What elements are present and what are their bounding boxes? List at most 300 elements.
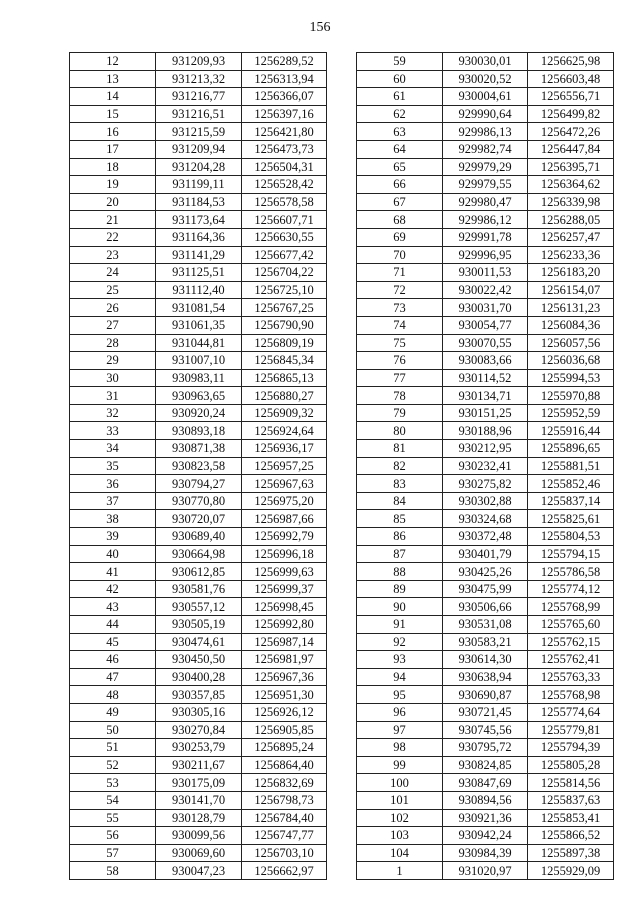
x-coordinate-cell: 931209,93 — [156, 53, 242, 71]
table-row — [357, 475, 614, 493]
point-number-cell: 98 — [357, 739, 443, 757]
table-row — [357, 510, 614, 528]
x-coordinate-cell: 930475,99 — [443, 580, 528, 598]
y-coordinate-cell: 1256625,98 — [528, 53, 614, 71]
point-number-cell: 32 — [70, 404, 156, 422]
x-coordinate-cell: 930921,36 — [443, 809, 528, 827]
y-coordinate-cell: 1255897,38 — [528, 844, 614, 862]
point-number-cell: 31 — [70, 387, 156, 405]
y-coordinate-cell: 1255804,53 — [528, 528, 614, 546]
x-coordinate-cell: 930893,18 — [156, 422, 242, 440]
table-row — [70, 844, 327, 862]
x-coordinate-cell: 930506,66 — [443, 598, 528, 616]
point-number-cell: 33 — [70, 422, 156, 440]
y-coordinate-cell: 1255763,33 — [528, 668, 614, 686]
point-number-cell: 48 — [70, 686, 156, 704]
point-number-cell: 93 — [357, 651, 443, 669]
y-coordinate-cell: 1256499,82 — [528, 105, 614, 123]
point-number-cell: 58 — [70, 862, 156, 880]
y-coordinate-cell: 1256747,77 — [242, 827, 327, 845]
x-coordinate-cell: 930134,71 — [443, 387, 528, 405]
x-coordinate-cell: 930114,52 — [443, 369, 528, 387]
point-number-cell: 101 — [357, 791, 443, 809]
table-row — [70, 791, 327, 809]
x-coordinate-cell: 929980,47 — [443, 193, 528, 211]
point-number-cell: 38 — [70, 510, 156, 528]
table-row — [357, 563, 614, 581]
table-row — [70, 334, 327, 352]
point-number-cell: 57 — [70, 844, 156, 862]
table-row — [357, 457, 614, 475]
x-coordinate-cell: 930425,26 — [443, 563, 528, 581]
table-row — [70, 545, 327, 563]
y-coordinate-cell: 1255916,44 — [528, 422, 614, 440]
table-row — [357, 387, 614, 405]
y-coordinate-cell: 1256603,48 — [528, 70, 614, 88]
point-number-cell: 103 — [357, 827, 443, 845]
x-coordinate-cell: 930212,95 — [443, 440, 528, 458]
x-coordinate-cell: 929986,12 — [443, 211, 528, 229]
y-coordinate-cell: 1256992,80 — [242, 616, 327, 634]
x-coordinate-cell: 930047,23 — [156, 862, 242, 880]
coordinates-table-right — [356, 52, 614, 880]
y-coordinate-cell: 1255774,64 — [528, 703, 614, 721]
y-coordinate-cell: 1255814,56 — [528, 774, 614, 792]
table-row — [70, 158, 327, 176]
point-number-cell: 25 — [70, 281, 156, 299]
point-number-cell: 34 — [70, 440, 156, 458]
table-row — [70, 492, 327, 510]
x-coordinate-cell: 930824,85 — [443, 756, 528, 774]
table-row — [357, 123, 614, 141]
y-coordinate-cell: 1256924,64 — [242, 422, 327, 440]
table-row — [357, 633, 614, 651]
table-row — [70, 827, 327, 845]
table-row — [357, 334, 614, 352]
x-coordinate-cell: 930188,96 — [443, 422, 528, 440]
table-row — [357, 228, 614, 246]
point-number-cell: 20 — [70, 193, 156, 211]
x-coordinate-cell: 931020,97 — [443, 862, 528, 880]
y-coordinate-cell: 1256790,90 — [242, 316, 327, 334]
y-coordinate-cell: 1256845,34 — [242, 352, 327, 370]
x-coordinate-cell: 930372,48 — [443, 528, 528, 546]
y-coordinate-cell: 1255786,58 — [528, 563, 614, 581]
y-coordinate-cell: 1255837,14 — [528, 492, 614, 510]
table-row — [70, 404, 327, 422]
x-coordinate-cell: 930011,53 — [443, 264, 528, 282]
point-number-cell: 72 — [357, 281, 443, 299]
point-number-cell: 82 — [357, 457, 443, 475]
table-row — [357, 211, 614, 229]
point-number-cell: 27 — [70, 316, 156, 334]
y-coordinate-cell: 1256472,26 — [528, 123, 614, 141]
y-coordinate-cell: 1255994,53 — [528, 369, 614, 387]
y-coordinate-cell: 1255768,99 — [528, 598, 614, 616]
point-number-cell: 81 — [357, 440, 443, 458]
page-number: 156 — [309, 20, 331, 35]
point-number-cell: 59 — [357, 53, 443, 71]
x-coordinate-cell: 930004,61 — [443, 88, 528, 106]
y-coordinate-cell: 1256447,84 — [528, 140, 614, 158]
y-coordinate-cell: 1256704,22 — [242, 264, 327, 282]
y-coordinate-cell: 1255762,41 — [528, 651, 614, 669]
y-coordinate-cell: 1256504,31 — [242, 158, 327, 176]
x-coordinate-cell: 930794,27 — [156, 475, 242, 493]
point-number-cell: 94 — [357, 668, 443, 686]
point-number-cell: 23 — [70, 246, 156, 264]
point-number-cell: 64 — [357, 140, 443, 158]
table-row — [357, 739, 614, 757]
table-row — [357, 528, 614, 546]
table-row — [357, 140, 614, 158]
y-coordinate-cell: 1256233,36 — [528, 246, 614, 264]
table-row — [357, 598, 614, 616]
y-coordinate-cell: 1256421,80 — [242, 123, 327, 141]
y-coordinate-cell: 1256630,55 — [242, 228, 327, 246]
x-coordinate-cell: 930357,85 — [156, 686, 242, 704]
y-coordinate-cell: 1256288,05 — [528, 211, 614, 229]
table-row — [70, 228, 327, 246]
table-row — [70, 246, 327, 264]
y-coordinate-cell: 1255765,60 — [528, 616, 614, 634]
table-row — [70, 686, 327, 704]
point-number-cell: 62 — [357, 105, 443, 123]
point-number-cell: 40 — [70, 545, 156, 563]
x-coordinate-cell: 930022,42 — [443, 281, 528, 299]
x-coordinate-cell: 931112,40 — [156, 281, 242, 299]
x-coordinate-cell: 930963,65 — [156, 387, 242, 405]
point-number-cell: 68 — [357, 211, 443, 229]
point-number-cell: 54 — [70, 791, 156, 809]
point-number-cell: 78 — [357, 387, 443, 405]
table-row — [357, 281, 614, 299]
table-row — [70, 616, 327, 634]
x-coordinate-cell: 930253,79 — [156, 739, 242, 757]
y-coordinate-cell: 1256880,27 — [242, 387, 327, 405]
x-coordinate-cell: 931204,28 — [156, 158, 242, 176]
point-number-cell: 102 — [357, 809, 443, 827]
point-number-cell: 77 — [357, 369, 443, 387]
point-number-cell: 47 — [70, 668, 156, 686]
table-row — [70, 352, 327, 370]
table-row — [357, 686, 614, 704]
point-number-cell: 42 — [70, 580, 156, 598]
point-number-cell: 1 — [357, 862, 443, 880]
point-number-cell: 50 — [70, 721, 156, 739]
table-row — [70, 721, 327, 739]
x-coordinate-cell: 929979,55 — [443, 176, 528, 194]
point-number-cell: 83 — [357, 475, 443, 493]
x-coordinate-cell: 930664,98 — [156, 545, 242, 563]
x-coordinate-cell: 931081,54 — [156, 299, 242, 317]
y-coordinate-cell: 1256895,24 — [242, 739, 327, 757]
table-row — [70, 211, 327, 229]
point-number-cell: 56 — [70, 827, 156, 845]
point-number-cell: 17 — [70, 140, 156, 158]
y-coordinate-cell: 1256981,97 — [242, 651, 327, 669]
point-number-cell: 60 — [357, 70, 443, 88]
point-number-cell: 14 — [70, 88, 156, 106]
point-number-cell: 53 — [70, 774, 156, 792]
point-number-cell: 13 — [70, 70, 156, 88]
y-coordinate-cell: 1256809,19 — [242, 334, 327, 352]
point-number-cell: 88 — [357, 563, 443, 581]
point-number-cell: 71 — [357, 264, 443, 282]
x-coordinate-cell: 930795,72 — [443, 739, 528, 757]
table-row — [70, 774, 327, 792]
point-number-cell: 79 — [357, 404, 443, 422]
table-row — [70, 510, 327, 528]
table-row — [357, 616, 614, 634]
point-number-cell: 92 — [357, 633, 443, 651]
x-coordinate-cell: 930083,66 — [443, 352, 528, 370]
point-number-cell: 55 — [70, 809, 156, 827]
x-coordinate-cell: 931199,11 — [156, 176, 242, 194]
y-coordinate-cell: 1256936,17 — [242, 440, 327, 458]
point-number-cell: 100 — [357, 774, 443, 792]
table-row — [357, 440, 614, 458]
table-row — [70, 193, 327, 211]
x-coordinate-cell: 931044,81 — [156, 334, 242, 352]
x-coordinate-cell: 930847,69 — [443, 774, 528, 792]
table-row — [70, 563, 327, 581]
y-coordinate-cell: 1256662,97 — [242, 862, 327, 880]
y-coordinate-cell: 1256313,94 — [242, 70, 327, 88]
table-row — [357, 862, 614, 880]
y-coordinate-cell: 1256998,45 — [242, 598, 327, 616]
x-coordinate-cell: 930030,01 — [443, 53, 528, 71]
y-coordinate-cell: 1255805,28 — [528, 756, 614, 774]
y-coordinate-cell: 1256084,36 — [528, 316, 614, 334]
y-coordinate-cell: 1256366,07 — [242, 88, 327, 106]
point-number-cell: 89 — [357, 580, 443, 598]
point-number-cell: 63 — [357, 123, 443, 141]
x-coordinate-cell: 930583,21 — [443, 633, 528, 651]
x-coordinate-cell: 931125,51 — [156, 264, 242, 282]
point-number-cell: 85 — [357, 510, 443, 528]
y-coordinate-cell: 1255881,51 — [528, 457, 614, 475]
x-coordinate-cell: 930324,68 — [443, 510, 528, 528]
table-row — [357, 193, 614, 211]
table-row — [70, 316, 327, 334]
point-number-cell: 43 — [70, 598, 156, 616]
point-number-cell: 51 — [70, 739, 156, 757]
x-coordinate-cell: 930612,85 — [156, 563, 242, 581]
x-coordinate-cell: 930401,79 — [443, 545, 528, 563]
y-coordinate-cell: 1256677,42 — [242, 246, 327, 264]
point-number-cell: 73 — [357, 299, 443, 317]
x-coordinate-cell: 930920,24 — [156, 404, 242, 422]
table-row — [70, 299, 327, 317]
point-number-cell: 99 — [357, 756, 443, 774]
y-coordinate-cell: 1256364,62 — [528, 176, 614, 194]
point-number-cell: 91 — [357, 616, 443, 634]
table-row — [70, 457, 327, 475]
table-row — [70, 281, 327, 299]
y-coordinate-cell: 1256992,79 — [242, 528, 327, 546]
point-number-cell: 75 — [357, 334, 443, 352]
x-coordinate-cell: 931215,59 — [156, 123, 242, 141]
x-coordinate-cell: 930984,39 — [443, 844, 528, 862]
y-coordinate-cell: 1255837,63 — [528, 791, 614, 809]
coordinates-table-left — [69, 52, 327, 880]
y-coordinate-cell: 1256473,73 — [242, 140, 327, 158]
table-row — [357, 651, 614, 669]
table-row — [357, 53, 614, 71]
x-coordinate-cell: 930581,76 — [156, 580, 242, 598]
y-coordinate-cell: 1255866,52 — [528, 827, 614, 845]
y-coordinate-cell: 1255853,41 — [528, 809, 614, 827]
x-coordinate-cell: 930211,67 — [156, 756, 242, 774]
x-coordinate-cell: 929990,64 — [443, 105, 528, 123]
y-coordinate-cell: 1256607,71 — [242, 211, 327, 229]
x-coordinate-cell: 930823,58 — [156, 457, 242, 475]
table-row — [357, 70, 614, 88]
point-number-cell: 18 — [70, 158, 156, 176]
y-coordinate-cell: 1256703,10 — [242, 844, 327, 862]
y-coordinate-cell: 1256131,23 — [528, 299, 614, 317]
x-coordinate-cell: 930232,41 — [443, 457, 528, 475]
coordinates-table-left-body — [70, 53, 327, 880]
y-coordinate-cell: 1256926,12 — [242, 703, 327, 721]
y-coordinate-cell: 1256784,40 — [242, 809, 327, 827]
table-row — [70, 580, 327, 598]
point-number-cell: 74 — [357, 316, 443, 334]
point-number-cell: 24 — [70, 264, 156, 282]
point-number-cell: 36 — [70, 475, 156, 493]
table-row — [70, 176, 327, 194]
x-coordinate-cell: 930099,56 — [156, 827, 242, 845]
table-row — [70, 387, 327, 405]
point-number-cell: 52 — [70, 756, 156, 774]
y-coordinate-cell: 1256951,30 — [242, 686, 327, 704]
y-coordinate-cell: 1255970,88 — [528, 387, 614, 405]
point-number-cell: 67 — [357, 193, 443, 211]
point-number-cell: 76 — [357, 352, 443, 370]
x-coordinate-cell: 930031,70 — [443, 299, 528, 317]
x-coordinate-cell: 929979,29 — [443, 158, 528, 176]
point-number-cell: 90 — [357, 598, 443, 616]
point-number-cell: 80 — [357, 422, 443, 440]
x-coordinate-cell: 930531,08 — [443, 616, 528, 634]
point-number-cell: 15 — [70, 105, 156, 123]
x-coordinate-cell: 930070,55 — [443, 334, 528, 352]
x-coordinate-cell: 930721,45 — [443, 703, 528, 721]
y-coordinate-cell: 1256556,71 — [528, 88, 614, 106]
x-coordinate-cell: 930400,28 — [156, 668, 242, 686]
table-row — [357, 809, 614, 827]
table-row — [70, 651, 327, 669]
x-coordinate-cell: 930175,09 — [156, 774, 242, 792]
y-coordinate-cell: 1256154,07 — [528, 281, 614, 299]
x-coordinate-cell: 929986,13 — [443, 123, 528, 141]
y-coordinate-cell: 1256798,73 — [242, 791, 327, 809]
x-coordinate-cell: 931164,36 — [156, 228, 242, 246]
y-coordinate-cell: 1255779,81 — [528, 721, 614, 739]
table-row — [357, 88, 614, 106]
y-coordinate-cell: 1256999,63 — [242, 563, 327, 581]
y-coordinate-cell: 1256767,25 — [242, 299, 327, 317]
y-coordinate-cell: 1256957,25 — [242, 457, 327, 475]
table-row — [357, 264, 614, 282]
y-coordinate-cell: 1256339,98 — [528, 193, 614, 211]
x-coordinate-cell: 930690,87 — [443, 686, 528, 704]
point-number-cell: 22 — [70, 228, 156, 246]
y-coordinate-cell: 1255794,39 — [528, 739, 614, 757]
point-number-cell: 45 — [70, 633, 156, 651]
table-row — [70, 53, 327, 71]
table-row — [70, 668, 327, 686]
table-row — [70, 739, 327, 757]
table-row — [357, 844, 614, 862]
point-number-cell: 95 — [357, 686, 443, 704]
point-number-cell: 104 — [357, 844, 443, 862]
point-number-cell: 66 — [357, 176, 443, 194]
table-row — [70, 105, 327, 123]
y-coordinate-cell: 1255852,46 — [528, 475, 614, 493]
x-coordinate-cell: 930770,80 — [156, 492, 242, 510]
y-coordinate-cell: 1255774,12 — [528, 580, 614, 598]
y-coordinate-cell: 1255896,65 — [528, 440, 614, 458]
table-row — [70, 140, 327, 158]
x-coordinate-cell: 930557,12 — [156, 598, 242, 616]
x-coordinate-cell: 931216,77 — [156, 88, 242, 106]
x-coordinate-cell: 930069,60 — [156, 844, 242, 862]
y-coordinate-cell: 1256528,42 — [242, 176, 327, 194]
table-row — [70, 123, 327, 141]
table-row — [357, 580, 614, 598]
x-coordinate-cell: 930302,88 — [443, 492, 528, 510]
y-coordinate-cell: 1256996,18 — [242, 545, 327, 563]
point-number-cell: 61 — [357, 88, 443, 106]
y-coordinate-cell: 1256865,13 — [242, 369, 327, 387]
table-row — [70, 70, 327, 88]
x-coordinate-cell: 929996,95 — [443, 246, 528, 264]
x-coordinate-cell: 930305,16 — [156, 703, 242, 721]
y-coordinate-cell: 1256183,20 — [528, 264, 614, 282]
y-coordinate-cell: 1255929,09 — [528, 862, 614, 880]
x-coordinate-cell: 930871,38 — [156, 440, 242, 458]
y-coordinate-cell: 1256289,52 — [242, 53, 327, 71]
point-number-cell: 19 — [70, 176, 156, 194]
x-coordinate-cell: 931184,53 — [156, 193, 242, 211]
y-coordinate-cell: 1256967,63 — [242, 475, 327, 493]
point-number-cell: 12 — [70, 53, 156, 71]
point-number-cell: 28 — [70, 334, 156, 352]
table-row — [70, 475, 327, 493]
y-coordinate-cell: 1256864,40 — [242, 756, 327, 774]
point-number-cell: 46 — [70, 651, 156, 669]
table-row — [357, 316, 614, 334]
x-coordinate-cell: 931061,35 — [156, 316, 242, 334]
x-coordinate-cell: 930689,40 — [156, 528, 242, 546]
x-coordinate-cell: 931216,51 — [156, 105, 242, 123]
table-row — [70, 862, 327, 880]
x-coordinate-cell: 930141,70 — [156, 791, 242, 809]
x-coordinate-cell: 930638,94 — [443, 668, 528, 686]
x-coordinate-cell: 930720,07 — [156, 510, 242, 528]
y-coordinate-cell: 1256975,20 — [242, 492, 327, 510]
point-number-cell: 30 — [70, 369, 156, 387]
point-number-cell: 86 — [357, 528, 443, 546]
table-row — [357, 774, 614, 792]
table-row — [357, 299, 614, 317]
table-row — [357, 422, 614, 440]
x-coordinate-cell: 930505,19 — [156, 616, 242, 634]
x-coordinate-cell: 929991,78 — [443, 228, 528, 246]
x-coordinate-cell: 931007,10 — [156, 352, 242, 370]
